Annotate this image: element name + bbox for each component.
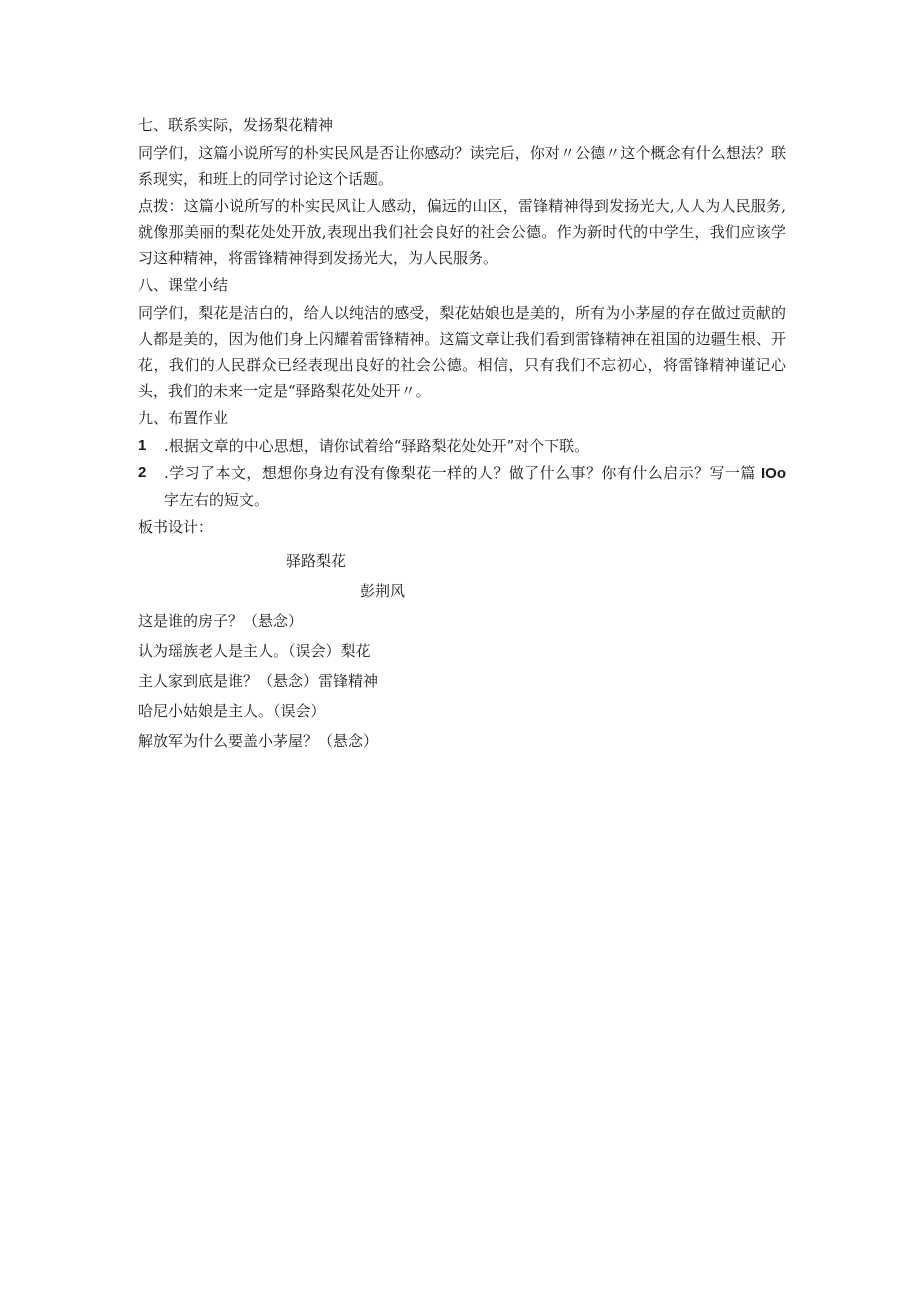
board-line-3: 主人家到底是谁？（悬念）雷锋精神	[138, 672, 379, 690]
homework-word-count: IOo	[761, 465, 786, 482]
section-7-question: 同学们，这篇小说所写的朴实民风是否让你感动？读完后，你对〃公德〃这个概念有什么想法？联系现实，和班上的同学讨论这个话题。	[138, 144, 786, 188]
section-9-heading: 九、布置作业	[138, 409, 229, 427]
section-8-heading: 八、课堂小结	[138, 276, 229, 294]
homework-item-1	[138, 433, 786, 459]
board-line-5: 解放军为什么要盖小茅屋？（悬念）	[138, 732, 379, 750]
board-line-1: 这是谁的房子？（悬念）	[138, 612, 304, 630]
homework-text-before: .学习了本文，想想你身边有没有像梨花一样的人？做了什么事？你有什么启示？写一篇	[164, 464, 761, 482]
homework-item-number: 1	[138, 437, 147, 454]
homework-text-after: 字左右的短文。	[164, 491, 270, 509]
section-8-summary: 同学们，梨花是洁白的，给人以纯洁的感受，梨花姑娘也是美的，所有为小茅屋的存在做过贡献的人都是美的，因为他们身上闪耀着雷锋精神。这篇文章让我们看到雷锋精神在祖国的边疆生根、开花，我们的人民群众已经表现出良好的社会公德。相信，只有我们不忘初心，将雷锋精神谨记心头，我们的未来一定是“驿路梨花处处开〃。	[138, 304, 786, 400]
board-design-label: 板书设计：	[138, 518, 214, 536]
homework-item-text	[164, 460, 786, 513]
homework-item-text: .根据文章的中心思想，请你试着给“驿路梨花处处开”对个下联。	[164, 437, 590, 455]
board-author: 彭荆风	[360, 582, 406, 600]
section-7-heading: 七、联系实际，发扬梨花精神	[138, 116, 334, 134]
homework-item-2	[138, 460, 786, 513]
homework-item-number: 2	[138, 464, 147, 481]
section-7-hint: 点拨：这篇小说所写的朴实民风让人感动，偏远的山区，雷锋精神得到发扬光大,人人为人民服务,就像那美丽的梨花处处开放,表现出我们社会良好的社会公德。作为新时代的中学生，我们应该学习这种精神，将雷锋精神得到发扬光大，为人民服务。	[138, 197, 786, 267]
document-page	[138, 112, 786, 756]
board-line-4: 哈尼小姑娘是主人。（误会）	[138, 702, 326, 720]
board-line-2: 认为瑶族老人是主人。（误会）梨花	[138, 642, 371, 660]
board-title: 驿路梨花	[286, 552, 347, 570]
